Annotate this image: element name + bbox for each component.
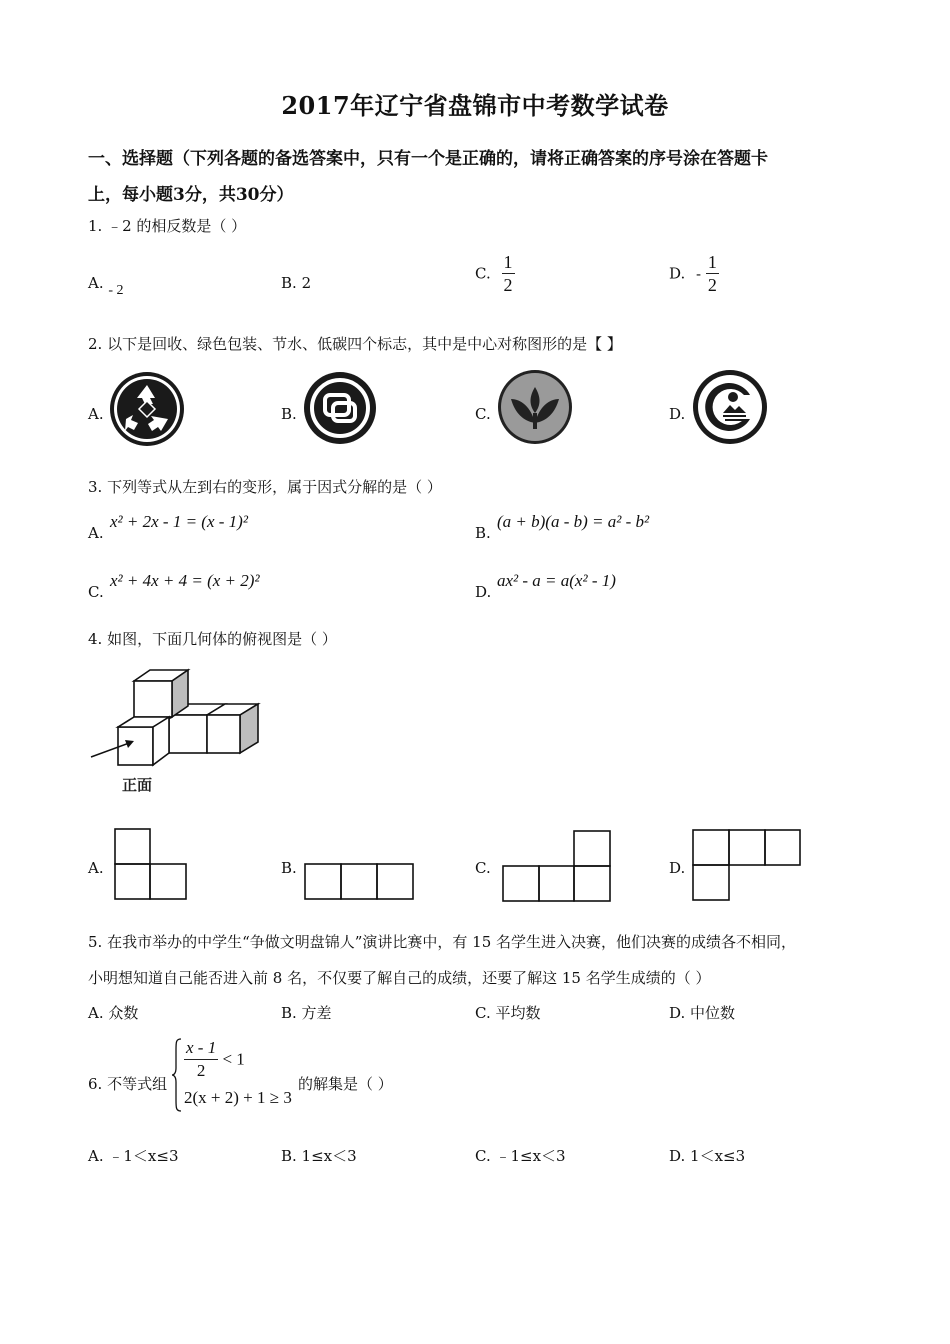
q5-option-c[interactable]: C. 平均数 (475, 1004, 541, 1022)
q6-inequality-1 (184, 1038, 245, 1081)
q3-option-c-expr: x² + 4x + 4 = (x + 2)² (110, 571, 260, 590)
q5-stem-line1: 5. 在我市举办的中学生“争做文明盘锦人”演讲比赛中，有 15 名学生进入决赛，他们决赛的成绩各不相同， (88, 933, 797, 951)
section-heading-line1: 一、选择题（下列各题的备选答案中，只有一个是正确的，请将正确答案的序号涂在答题卡 (88, 149, 768, 169)
solid-figure (88, 662, 268, 802)
q2-option-d[interactable]: D. (669, 405, 686, 423)
front-label: 正面 (122, 776, 153, 794)
q3-option-b-label[interactable]: B. (475, 524, 491, 542)
q4-option-d-figure (692, 829, 802, 901)
q1-option-a[interactable] (88, 274, 124, 298)
q1-c-fraction (502, 252, 515, 295)
q4-option-b[interactable]: B. (281, 859, 297, 877)
q4-option-a[interactable]: A. (88, 859, 104, 877)
q3-option-a-label[interactable]: A. (88, 524, 104, 542)
fraction-denominator: 2 (503, 275, 513, 295)
fraction-numerator: x - 1 (186, 1038, 217, 1057)
fraction-bar (184, 1059, 218, 1060)
system-brace (172, 1038, 182, 1112)
low-carbon-logo-icon (692, 369, 768, 445)
q2-stem: 2. 以下是回收、绿色包装、节水、低碳四个标志，其中是中心对称图形的是【 】 (88, 335, 622, 353)
q1-option-d[interactable] (669, 252, 719, 295)
section-heading-line2: 上，每小题3分，共30分） (88, 185, 294, 205)
q6-option-b[interactable]: B. 1≤x＜3 (281, 1147, 357, 1165)
q4-option-c-figure (502, 830, 612, 902)
q3-option-d-label[interactable]: D. (475, 583, 492, 601)
option-label: B. (281, 274, 297, 292)
green-packaging-logo-icon (303, 371, 377, 445)
q2-option-b[interactable]: B. (281, 405, 297, 423)
q1-d-fraction (706, 252, 719, 295)
q6-option-a[interactable]: A. ﹣1＜x≤3 (88, 1147, 179, 1165)
q1-d-sign: - (696, 264, 702, 283)
q1-stem: 1. ﹣2 的相反数是（ ） (88, 217, 247, 235)
q1-option-b[interactable] (281, 274, 311, 292)
q4-option-b-figure (304, 863, 414, 901)
recycle-logo-icon (109, 371, 185, 447)
q3-option-d-expr: ax² - a = a(x² - 1) (497, 571, 616, 590)
q4-stem: 4. 如图，下面几何体的俯视图是（ ） (88, 630, 337, 648)
q4-option-a-figure (114, 828, 188, 900)
q3-option-c-label[interactable]: C. (88, 583, 104, 601)
fraction-bar (706, 273, 719, 274)
q5-option-d[interactable]: D. 中位数 (669, 1004, 736, 1022)
page-title: 2017年辽宁省盘锦市中考数学试卷 (281, 91, 669, 120)
fraction-denominator: 2 (707, 275, 717, 295)
option-label: D. (669, 264, 686, 283)
q6-inequality-2: 2(x + 2) + 1 ≥ 3 (184, 1088, 292, 1107)
q3-option-b-expr: (a + b)(a - b) = a² - b² (497, 512, 650, 531)
q3-stem: 3. 下列等式从左到右的变形，属于因式分解的是（ ） (88, 478, 442, 496)
q2-option-a[interactable]: A. (88, 405, 104, 423)
q1-a-value: - 2 (108, 283, 124, 298)
q2-option-c[interactable]: C. (475, 405, 491, 423)
q6-option-c[interactable]: C. ﹣1≤x＜3 (475, 1147, 566, 1165)
q6-option-d[interactable]: D. 1＜x≤3 (669, 1147, 746, 1165)
fraction-numerator: 1 (707, 252, 717, 272)
option-label: C. (475, 264, 491, 283)
option-label: A. (88, 274, 104, 292)
q6-inequality-1-rest: < 1 (222, 1049, 245, 1069)
q1-option-c[interactable] (475, 252, 515, 295)
q4-option-c[interactable]: C. (475, 859, 491, 877)
q5-stem-line2: 小明想知道自己能否进入前 8 名，不仅要了解自己的成绩，还要了解这 15 名学生成绩的（ ） (88, 969, 711, 987)
q6-fraction (184, 1038, 218, 1081)
q3-option-a-expr: x² + 2x - 1 = (x - 1)² (110, 512, 248, 531)
q5-option-b[interactable]: B. 方差 (281, 1004, 332, 1022)
fraction-denominator: 2 (196, 1061, 206, 1080)
q5-option-a[interactable]: A. 众数 (88, 1004, 139, 1022)
q4-option-d[interactable]: D. (669, 859, 686, 877)
fraction-bar (502, 273, 515, 274)
water-saving-logo-icon (497, 369, 573, 445)
q6-stem-suffix: 的解集是（ ） (298, 1075, 393, 1093)
q6-stem-prefix: 6. 不等式组 (88, 1075, 168, 1093)
fraction-numerator: 1 (503, 252, 513, 272)
q1-b-value: 2 (301, 274, 312, 292)
